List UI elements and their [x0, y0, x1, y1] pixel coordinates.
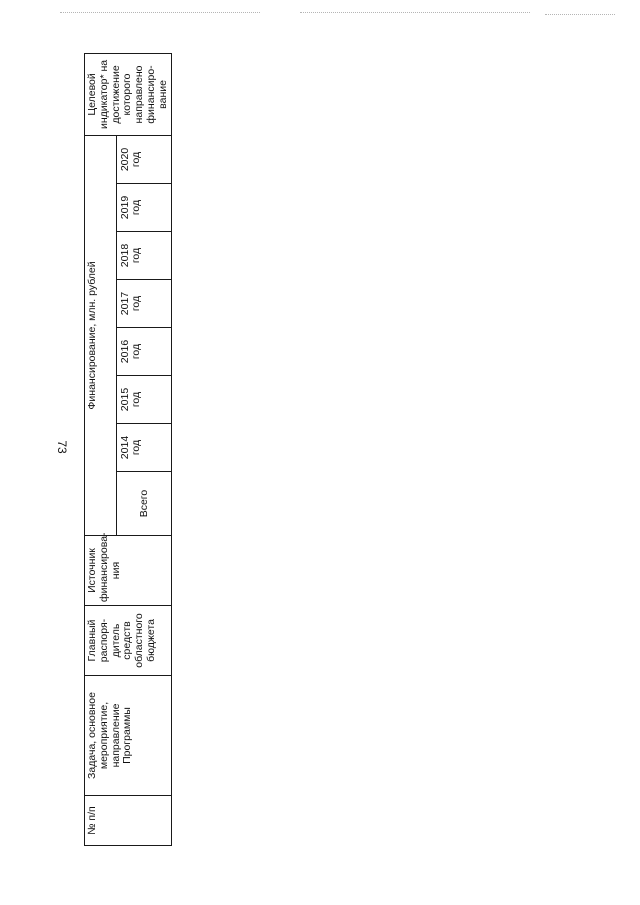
header-total: Всего [116, 472, 172, 536]
rotated-table-container [84, 56, 534, 846]
header-source: Источник финансирова-ния [85, 536, 172, 606]
header-row [85, 53, 117, 845]
header-2015: 2015 год [116, 376, 172, 424]
header-2017: 2017 год [116, 280, 172, 328]
scan-artifact-top [300, 12, 530, 13]
header-2020: 2020 год [116, 135, 172, 183]
header-num: № п/п [85, 796, 172, 846]
header-2019: 2019 год [116, 184, 172, 232]
scan-artifact-top [60, 12, 260, 13]
header-2016: 2016 год [116, 328, 172, 376]
header-manager: Главный распоря-дитель средств областного бюджета [85, 606, 172, 676]
page-number: 73 [55, 440, 69, 454]
financing-table [84, 53, 172, 846]
header-2014: 2014 год [116, 424, 172, 472]
scan-artifact-top [545, 14, 615, 15]
header-financing: Финансирование, млн. рублей [85, 135, 117, 535]
header-2018: 2018 год [116, 232, 172, 280]
header-task: Задача, основное мероприятие, направление Программы [85, 676, 172, 796]
header-indicator: Целевой индикатор* на достижение которого направлено финансиро-вание [85, 53, 172, 135]
